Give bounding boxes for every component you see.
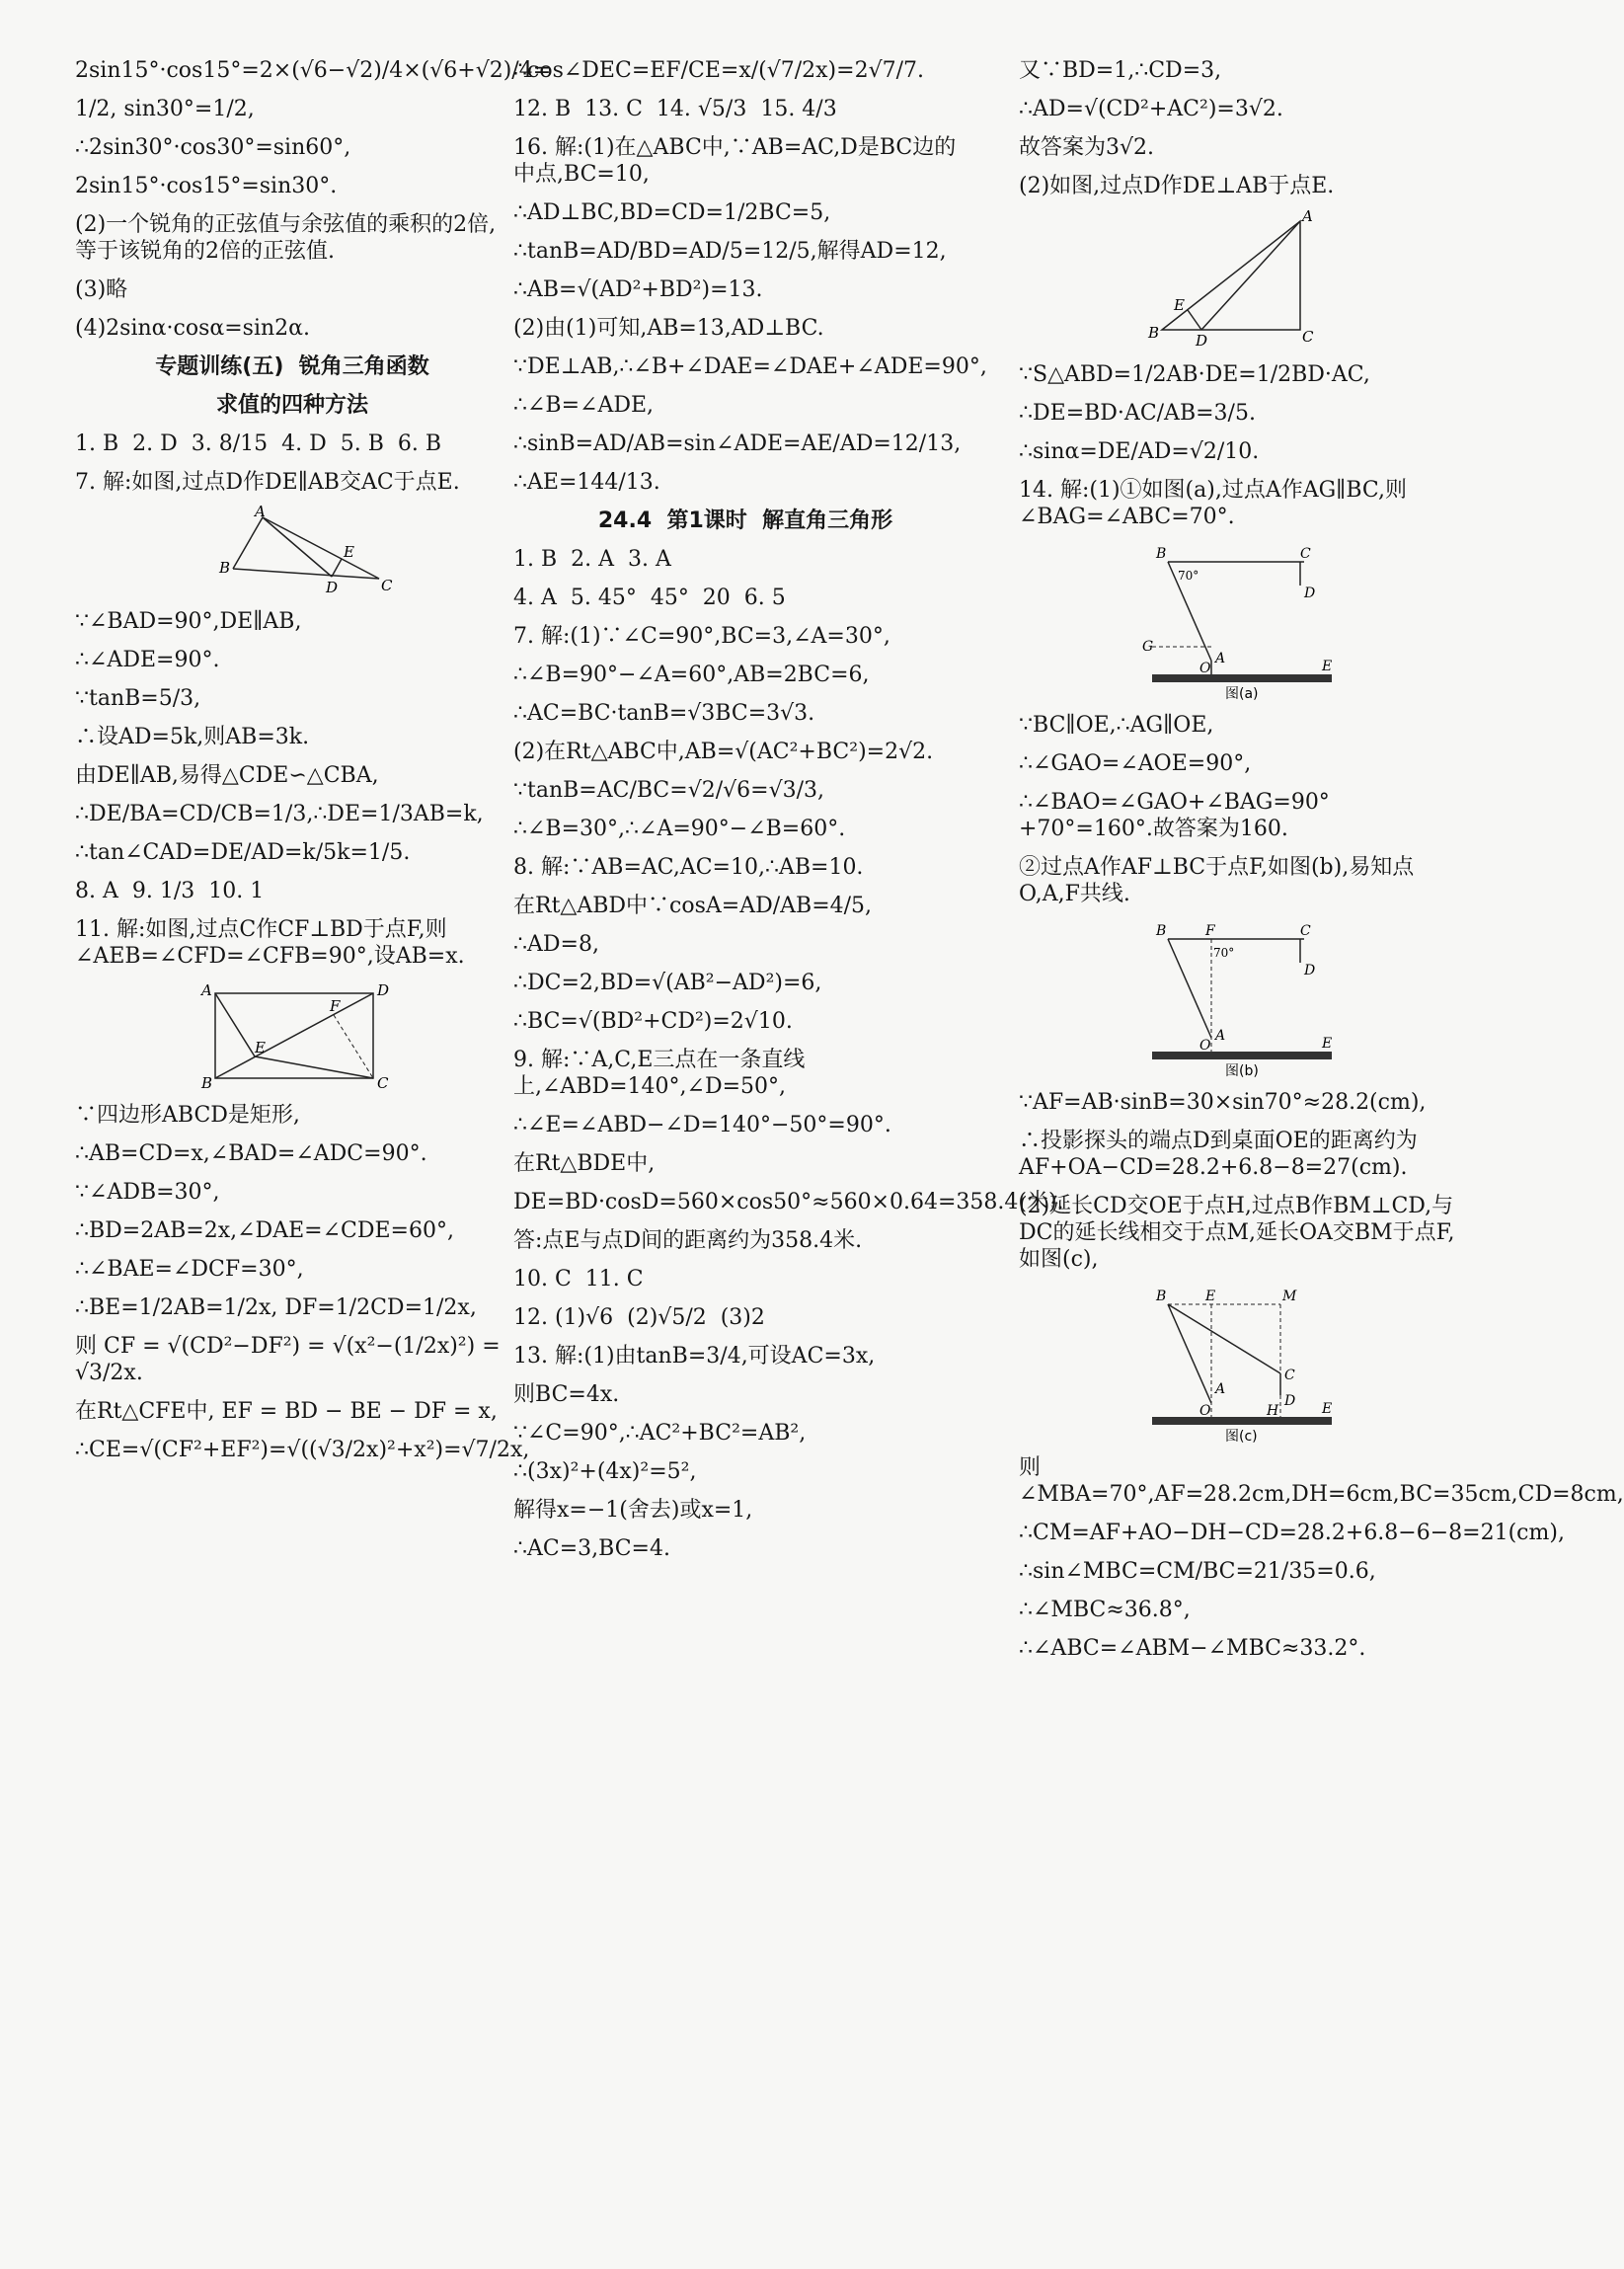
point-label: B (1156, 923, 1167, 939)
text-line: ∴∠GAO=∠AOE=90°, (1019, 751, 1252, 776)
text-line: 在Rt△CFE中, EF = BD − BE − DF = x, (75, 1399, 498, 1424)
text-line: 故答案为3√2. (1019, 135, 1155, 160)
triangle-figure-q13 (1142, 207, 1340, 350)
text-line: (3)略 (75, 277, 128, 302)
text-line: ∴投影探头的端点D到桌面OE的距离约为AF+OA−CD=28.2+6.8−8=27(cm). (1019, 1129, 1418, 1180)
point-label: A (1215, 651, 1226, 666)
text-line: 2sin15°·cos15°=2×(√6−√2)/4×(√6+√2)/4= (75, 58, 552, 83)
angle-label: 70° (1213, 946, 1235, 960)
point-label: B (219, 559, 231, 577)
text-line: ∴DC=2,BD=√(AB²−AD²)=6, (513, 971, 822, 995)
point-label: O (1199, 661, 1211, 676)
text-line: DE=BD·cosD=560×cos50°≈560×0.64=358.4(米). (513, 1190, 1064, 1214)
point-label: B (201, 1074, 213, 1092)
point-label: E (1205, 1289, 1216, 1304)
point-label: E (1322, 1036, 1333, 1052)
point-label: E (344, 543, 354, 561)
text-line: ∴tanB=AD/BD=AD/5=12/5,解得AD=12, (513, 239, 947, 264)
text-line: ∴AD=√(CD²+AC²)=3√2. (1019, 97, 1283, 121)
point-label: A (1215, 1381, 1226, 1397)
figure-label: 图(b) (1225, 1063, 1259, 1079)
point-label: H (1267, 1403, 1279, 1419)
answer-line: 12. B 13. C 14. √5/3 15. 4/3 (513, 97, 837, 121)
point-label: A (201, 981, 212, 999)
text-line: ∴CE=√(CF²+EF²)=√((√3/2x)²+x²)=√7/2x, (75, 1438, 530, 1462)
text-line: 解得x=−1(舍去)或x=1, (513, 1498, 753, 1523)
point-label: E (255, 1039, 266, 1056)
triangle-figure-q7 (193, 503, 393, 596)
text-line: ∴sin∠MBC=CM/BC=21/35=0.6, (1019, 1559, 1376, 1584)
text-line: ∴CM=AF+AO−DH−CD=28.2+6.8−6−8=21(cm), (1019, 1521, 1565, 1545)
text-line: 则 CF = √(CD²−DF²) = √(x²−(1/2x)²) = √3/2x. (75, 1334, 507, 1385)
section-heading: 专题训练(五) 锐角三角函数 (155, 354, 429, 379)
point-label: D (1304, 586, 1316, 601)
text-line: 由DE∥AB,易得△CDE∽△CBA, (75, 763, 379, 788)
text-line: ∴tan∠CAD=DE/AD=k/5k=1/5. (75, 840, 411, 865)
point-label: C (381, 577, 393, 594)
text-line: 在Rt△ABD中∵cosA=AD/AB=4/5, (513, 894, 873, 918)
text-line: ∴设AD=5k,则AB=3k. (75, 725, 310, 749)
projector-figure-b (1142, 919, 1340, 1077)
text-line: 答:点E与点D间的距离约为358.4米. (513, 1228, 863, 1253)
text-line: 则∠MBA=70°,AF=28.2cm,DH=6cm,BC=35cm,CD=8cm, (1019, 1455, 1624, 1507)
text-line: ∴AC=BC·tanB=√3BC=3√3. (513, 701, 815, 726)
text-line: ∴AB=CD=x,∠BAD=∠ADC=90°. (75, 1141, 427, 1166)
column-middle (513, 57, 1064, 1574)
point-label: O (1199, 1038, 1211, 1054)
point-label: C (1284, 1368, 1295, 1383)
text-line: ∴2sin30°·cos30°=sin60°, (75, 135, 351, 160)
text-line: (2)在Rt△ABC中,AB=√(AC²+BC²)=2√2. (513, 740, 934, 764)
text-line: (2)如图,过点D作DE⊥AB于点E. (1019, 174, 1335, 198)
answer-line: 12. (1)√6 (2)√5/2 (3)2 (513, 1305, 765, 1330)
text-line: ∴∠B=∠ADE, (513, 393, 655, 418)
point-label: D (377, 981, 390, 999)
projector-figure-a (1142, 542, 1340, 700)
point-label: D (1196, 332, 1208, 350)
text-line: (4)2sinα·cosα=sin2α. (75, 316, 310, 341)
text-line: ②过点A作AF⊥BC于点F,如图(b),易知点O,A,F共线. (1019, 855, 1415, 906)
section-heading: 24.4 第1课时 解直角三角形 (597, 509, 893, 533)
point-label: E (1322, 659, 1333, 674)
text-line: ∵BC∥OE,∴AG∥OE, (1019, 713, 1214, 738)
text-line: ∴DE/BA=CD/CB=1/3,∴DE=1/3AB=k, (75, 802, 484, 826)
answer-line: 10. C 11. C (513, 1267, 644, 1291)
projector-figure-c (1142, 1285, 1340, 1443)
column-right (1019, 57, 1624, 1674)
angle-label: 70° (1178, 569, 1199, 583)
text-line: ∴∠MBC≈36.8°, (1019, 1598, 1191, 1622)
text-line: 又∵BD=1,∴CD=3, (1019, 58, 1222, 83)
answer-line: 13. 解:(1)由tanB=3/4,可设AC=3x, (513, 1344, 876, 1369)
column-left (75, 57, 552, 1475)
section-subheading: 求值的四种方法 (215, 393, 368, 418)
answer-line: 1. B 2. A 3. A (513, 547, 671, 572)
text-line: ∴AD=8, (513, 932, 599, 957)
text-line: ∴AB=√(AD²+BD²)=13. (513, 277, 763, 302)
text-line: ∵四边形ABCD是矩形, (75, 1103, 300, 1128)
answer-line: 11. 解:如图,过点C作CF⊥BD于点F,则∠AEB=∠CFD=∠CFB=90°,设AB=x. (75, 917, 465, 969)
answer-line: 1. B 2. D 3. 8/15 4. D 5. B 6. B (75, 431, 442, 456)
text-line: ∵∠ADB=30°, (75, 1180, 220, 1205)
answer-line: 4. A 5. 45° 45° 20 6. 5 (513, 586, 786, 610)
point-label: A (255, 503, 266, 520)
text-line: ∵DE⊥AB,∴∠B+∠DAE=∠DAE+∠ADE=90°, (513, 354, 987, 379)
point-label: D (1284, 1393, 1296, 1409)
point-label: C (1300, 923, 1311, 939)
text-line: (2)由(1)可知,AB=13,AD⊥BC. (513, 316, 824, 341)
text-line: ∴sinB=AD/AB=sin∠ADE=AE/AD=12/13, (513, 431, 962, 456)
text-line: ∵S△ABD=1/2AB·DE=1/2BD·AC, (1019, 362, 1370, 387)
text-line: ∵tanB=AC/BC=√2/√6=√3/3, (513, 778, 824, 803)
point-label: B (1156, 546, 1167, 562)
point-label: A (1215, 1028, 1226, 1044)
point-label: C (377, 1074, 389, 1092)
answer-line: 8. 解:∵AB=AC,AC=10,∴AB=10. (513, 855, 864, 880)
text-line: ∴cos∠DEC=EF/CE=x/(√7/2x)=2√7/7. (513, 58, 924, 83)
rectangle-figure-q11 (193, 981, 391, 1090)
point-label: B (1148, 324, 1160, 342)
text-line: ∵∠BAD=90°,DE∥AB, (75, 609, 302, 634)
answer-line: 14. 解:(1)①如图(a),过点A作AG∥BC,则∠BAG=∠ABC=70°. (1019, 478, 1407, 529)
point-label: C (1300, 546, 1311, 562)
figure-label: 图(c) (1225, 1429, 1258, 1445)
text-line: ∴BE=1/2AB=1/2x, DF=1/2CD=1/2x, (75, 1295, 477, 1320)
text-line: ∴∠B=30°,∴∠A=90°−∠B=60°. (513, 817, 846, 841)
text-line: ∴(3x)²+(4x)²=5², (513, 1459, 697, 1484)
point-label: F (330, 997, 341, 1015)
point-label: C (1302, 328, 1314, 346)
text-line: ∴BD=2AB=2x,∠DAE=∠CDE=60°, (75, 1218, 454, 1243)
text-line: ∴∠ABC=∠ABM−∠MBC≈33.2°. (1019, 1636, 1366, 1661)
text-line: ∵AF=AB·sinB=30×sin70°≈28.2(cm), (1019, 1090, 1427, 1115)
point-label: M (1282, 1289, 1297, 1304)
answer-line: 16. 解:(1)在△ABC中,∵AB=AC,D是BC边的中点,BC=10, (513, 135, 957, 187)
text-line: ∴BC=√(BD²+CD²)=2√10. (513, 1009, 793, 1034)
point-label: A (1302, 207, 1313, 225)
point-label: B (1156, 1289, 1167, 1304)
text-line: ∴∠E=∠ABD−∠D=140°−50°=90°. (513, 1113, 891, 1137)
point-label: D (326, 579, 339, 596)
text-line: ∴sinα=DE/AD=√2/10. (1019, 439, 1260, 464)
answer-line: 7. 解:(1)∵∠C=90°,BC=3,∠A=30°, (513, 624, 890, 649)
point-label: E (1322, 1401, 1333, 1417)
text-line: ∴DE=BD·AC/AB=3/5. (1019, 401, 1256, 426)
text-line: ∴∠BAE=∠DCF=30°, (75, 1257, 304, 1282)
text-line: ∴∠ADE=90°. (75, 648, 220, 672)
text-line: 2sin15°·cos15°=sin30°. (75, 174, 338, 198)
text-line: 1/2, sin30°=1/2, (75, 97, 255, 121)
text-line: ∵∠C=90°,∴AC²+BC²=AB², (513, 1421, 807, 1446)
text-line: (2)延长CD交OE于点H,过点B作BM⊥CD,与DC的延长线相交于点M,延长OA交BM于点F,如图(c), (1019, 1194, 1455, 1272)
point-label: G (1142, 639, 1154, 655)
text-line: ∵tanB=5/3, (75, 686, 201, 711)
text-line: ∴AE=144/13. (513, 470, 660, 495)
point-label: O (1199, 1403, 1211, 1419)
answer-line: 7. 解:如图,过点D作DE∥AB交AC于点E. (75, 470, 460, 495)
text-line: ∴∠B=90°−∠A=60°,AB=2BC=6, (513, 663, 870, 687)
text-line: 在Rt△BDE中, (513, 1151, 656, 1176)
point-label: F (1205, 923, 1215, 939)
text-line: ∴AC=3,BC=4. (513, 1536, 670, 1561)
text-line: ∴AD⊥BC,BD=CD=1/2BC=5, (513, 200, 831, 225)
answer-line: 9. 解:∵A,C,E三点在一条直线上,∠ABD=140°,∠D=50°, (513, 1048, 806, 1099)
point-label: E (1174, 296, 1185, 314)
figure-label: 图(a) (1225, 686, 1259, 702)
answer-line: 8. A 9. 1/3 10. 1 (75, 879, 265, 903)
point-label: D (1304, 963, 1316, 978)
text-line: 则BC=4x. (513, 1382, 620, 1407)
text-line: (2)一个锐角的正弦值与余弦值的乘积的2倍,等于该锐角的2倍的正弦值. (75, 212, 497, 264)
text-line: ∴∠BAO=∠GAO+∠BAG=90°+70°=160°.故答案为160. (1019, 790, 1330, 841)
